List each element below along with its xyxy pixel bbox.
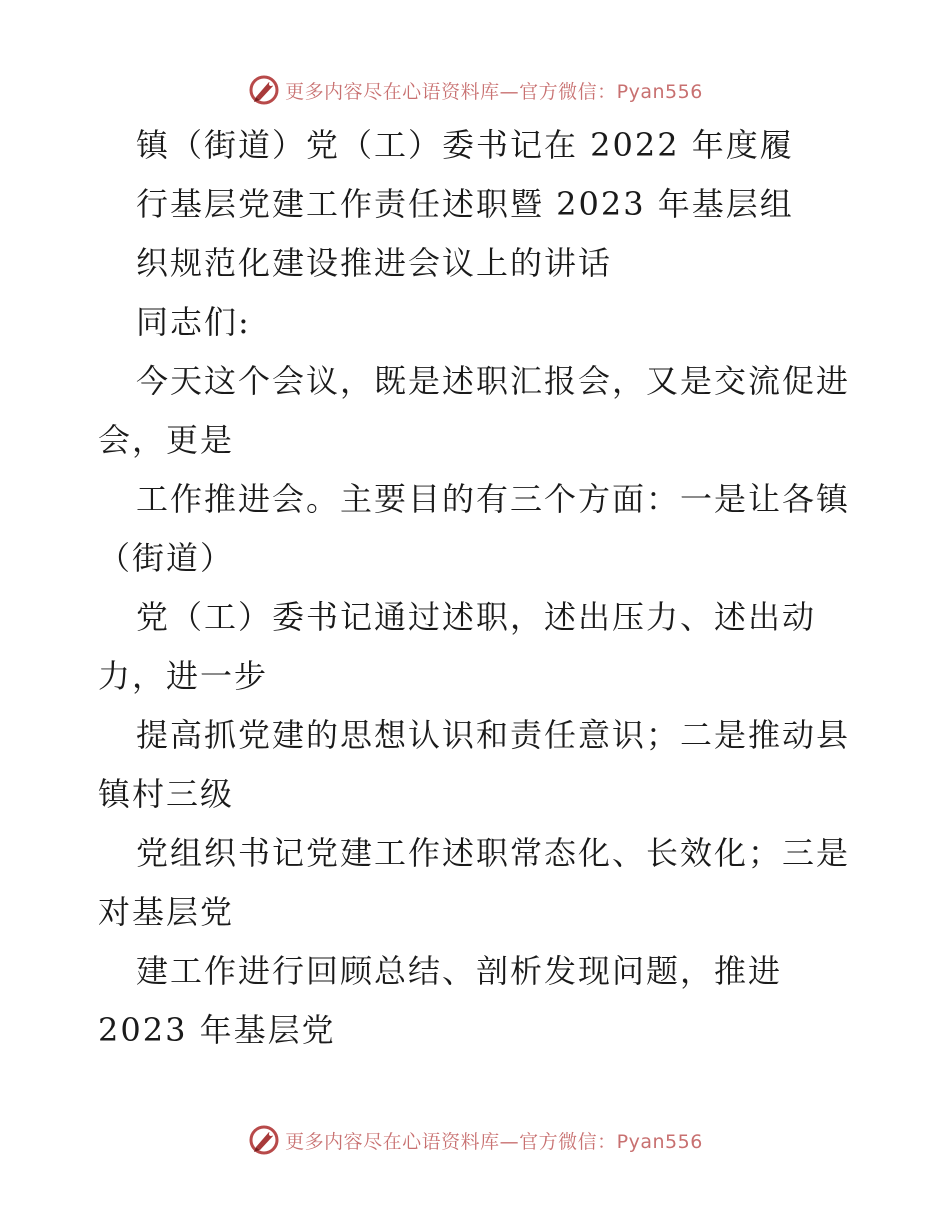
text-line: 镇（街道）党（工）委书记在 2022 年度履 (136, 126, 794, 164)
text-line: 工作推进会。主要目的有三个方面：一是让各镇 (136, 480, 851, 518)
text-line: 建工作进行回顾总结、剖析发现问题，推进 (136, 952, 783, 990)
text-line: 党（工）委书记通过述职，述出压力、述出动 (136, 598, 817, 636)
text-line: 力，进一步 (98, 657, 269, 695)
text-line: 行基层党建工作责任述职暨 2023 年基层组 (136, 185, 794, 223)
document-body (98, 116, 878, 1060)
text-line: 织规范化建设推进会议上的讲话 (136, 244, 613, 282)
footer-watermark (0, 1120, 950, 1160)
header-watermark (0, 70, 950, 110)
watermark-text: 更多内容尽在心语资料库—官方微信：Pyan556 (285, 1130, 703, 1153)
text-line: 2023 年基层党 (98, 1011, 336, 1049)
pen-logo-icon (247, 73, 281, 107)
pen-logo-icon (247, 1123, 281, 1157)
text-line: 对基层党 (98, 893, 235, 931)
text-line: 今天这个会议，既是述职汇报会，又是交流促进 (136, 362, 851, 400)
text-line: 同志们: (136, 303, 251, 341)
text-line: 镇村三级 (98, 775, 235, 813)
text-line: 提高抓党建的思想认识和责任意识；二是推动县 (136, 716, 851, 754)
text-line: （街道） (98, 539, 235, 577)
text-line: 党组织书记党建工作述职常态化、长效化；三是 (136, 834, 851, 872)
watermark-text: 更多内容尽在心语资料库—官方微信：Pyan556 (285, 80, 703, 103)
text-line: 会，更是 (98, 421, 235, 459)
